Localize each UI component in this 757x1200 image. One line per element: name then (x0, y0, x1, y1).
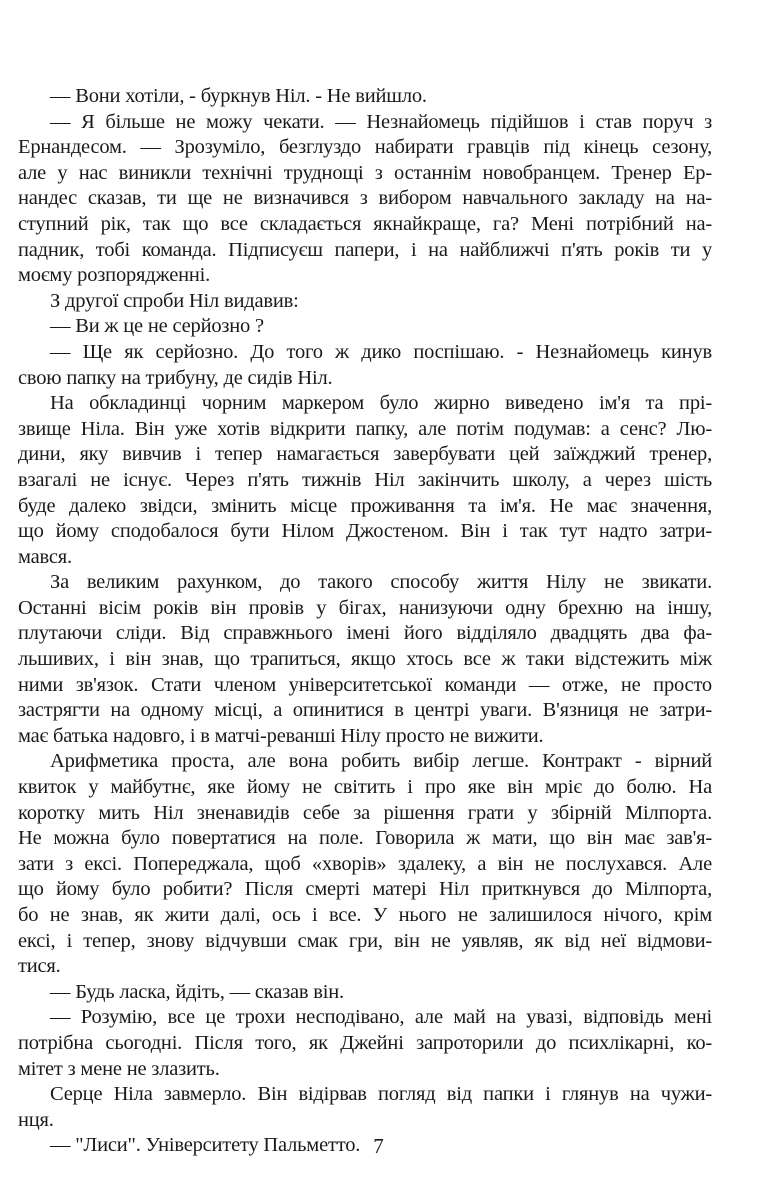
text-line: — Ще як серйозно. До того ж дико поспішаю. - Незнайомець кинув (50, 340, 712, 363)
text-line: що йому сподобалося бути Нілом Джостеном. Він і так тут надто затри- (18, 520, 712, 543)
text-line: нандес сказав, ти ще не визначився з вибором навчального закладу на на- (18, 187, 712, 210)
text-line: мався. (18, 545, 72, 568)
text-line: Ернандесом. — Зрозуміло, безглуздо набирати гравців під кінець сезону, (18, 136, 712, 159)
text-line: Серце Ніла завмерло. Він відірвав погляд від папки і глянув на чужи- (50, 1083, 712, 1106)
text-line: — "Лиси". Університету Пальметто. (50, 1134, 361, 1157)
text-line: На обкладинці чорним маркером було жирно виведено ім'я та прі- (50, 392, 712, 415)
text-line: З другої спроби Ніл видавив: (50, 289, 299, 312)
text-line: тися. (18, 955, 61, 978)
text-line: — Я більше не можу чекати. — Незнайомець підійшов і став поруч з (50, 110, 712, 133)
text-line: моєму розпорядженні. (18, 264, 211, 287)
text-line: Останні вісім років він провів у бігах, нанизуючи одну брехню на іншу, (18, 596, 712, 619)
text-line: мітет з мене не злазить. (18, 1057, 220, 1080)
text-line: але у нас виникли технічні труднощі з останнім новобранцем. Тренер Ер- (18, 161, 712, 184)
text-line: взагалі не існує. Через п'ять тижнів Ніл закінчить школу, а через шість (18, 468, 712, 491)
text-line: Не можна було повертатися на поле. Говорила ж мати, що він має зав'я- (18, 827, 712, 850)
text-line: дини, яку вивчив і тепер намагається завербувати цей заїжджий тренер, (18, 443, 712, 466)
text-line: квиток у майбутнє, яке йому не світить і про яке він мріє до болю. На (18, 776, 712, 799)
text-line: звище Ніла. Він уже хотів відкрити папку, але потім подумав: а сенс? Лю- (18, 417, 712, 440)
body-text (18, 84, 712, 1159)
text-line: нця. (18, 1108, 54, 1131)
text-line: коротку мить Ніл зненавидів себе за рішення грати у збірній Мілпорта. (18, 801, 712, 824)
text-line: — Ви ж це не серйозно ? (50, 315, 264, 338)
text-line: буде далеко звідси, змінить місце проживання та ім'я. Не має значення, (18, 494, 712, 517)
text-line: Арифметика проста, але вона робить вибір легше. Контракт - вірний (50, 750, 712, 773)
page-number: 7 (373, 1134, 384, 1158)
text-line: має батька надовго, і в матчі-реванші Нілу просто не вижити. (18, 724, 544, 747)
text-line: що йому було робити? Після смерті матері Ніл приткнувся до Мілпорта, (18, 878, 712, 901)
text-line: зати з ексі. Попереджала, щоб «хворів» здалеку, а він не послухався. Але (18, 852, 712, 875)
text-line: — Вони хотіли, - буркнув Ніл. - Не вийшло. (50, 85, 427, 107)
text-line: плутаючи сліди. Від справжнього імені його відділяло двадцять два фа- (18, 622, 712, 645)
text-line: — Розумію, все це трохи несподівано, але май на увазі, відповідь мені (50, 1006, 712, 1029)
text-line: застрягти на одному місці, а опинитися в центрі уваги. В'язниця не затри- (18, 699, 712, 722)
text-line: За великим рахунком, до такого способу життя Нілу не звикати. (50, 571, 712, 594)
text-line: — Будь ласка, йдіть, — сказав він. (50, 980, 344, 1003)
text-line: ступний рік, так що все складається якнайкраще, га? Мені потрібний на- (18, 212, 712, 235)
text-line: льшивих, і він знав, що трапиться, якщо хтось все ж таки відстежить між (18, 648, 712, 671)
text-line: ними зв'язок. Стати членом університетської команди — отже, не просто (18, 673, 712, 696)
text-line: ексі, і тепер, знову відчувши смак гри, він не уявляв, як від неї відмови- (18, 929, 712, 952)
text-line: бо не знав, як жити далі, ось і все. У нього не залишилося нічого, крім (18, 904, 712, 926)
text-line: потрібна сьогодні. Після того, як Джейні запроторили до психлікарні, ко- (18, 1031, 712, 1054)
text-line: падник, тобі команда. Підписуєш папери, і на найближчі п'ять років ти у (18, 238, 712, 261)
text-line: свою папку на трибуну, де сидів Ніл. (18, 366, 333, 389)
